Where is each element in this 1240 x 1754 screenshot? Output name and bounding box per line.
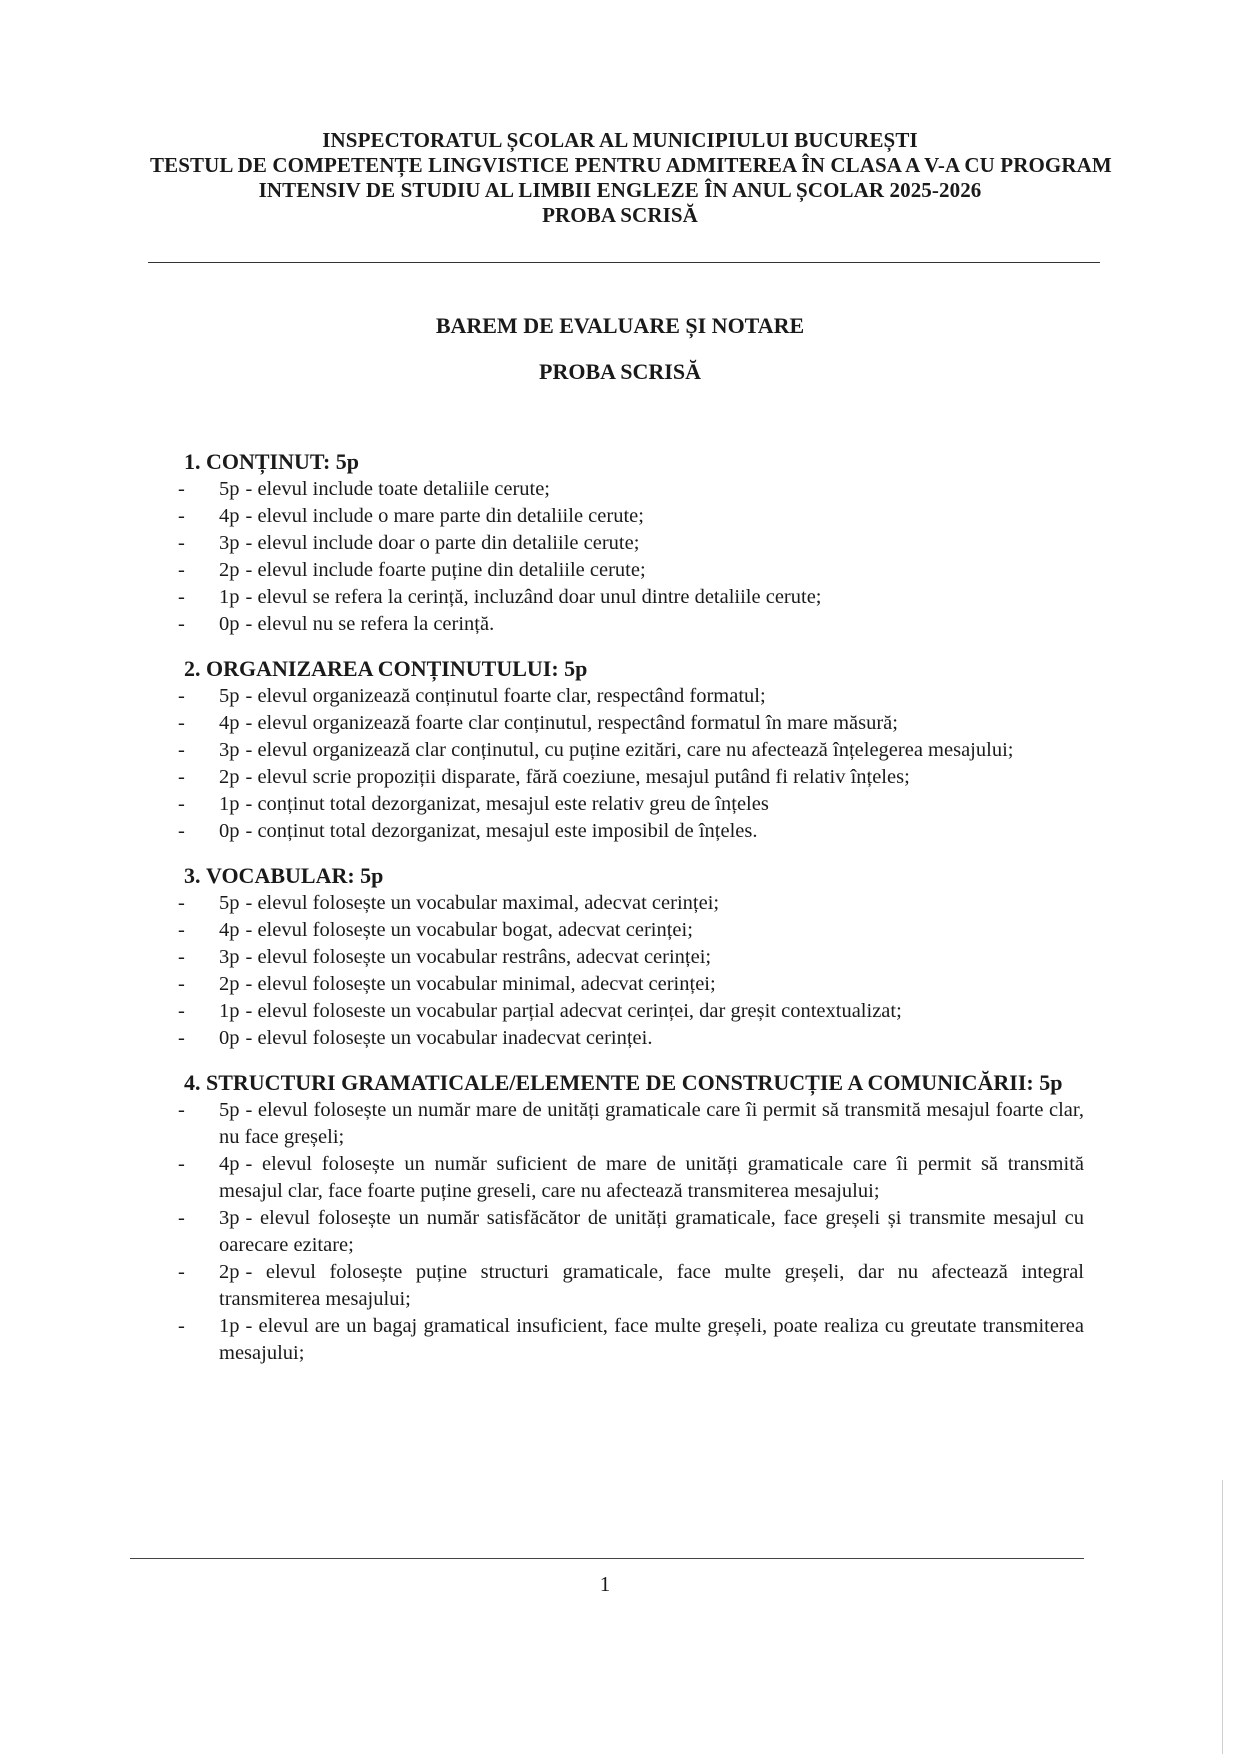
item-score: 1p	[219, 793, 240, 815]
criteria-item	[170, 944, 1090, 971]
item-text: - elevul folosește un număr mare de unități gramaticale care îi permit să transmită mesajul foarte clar, nu face greșeli;	[219, 1099, 1084, 1148]
item-text: - elevul folosește puține structuri gramaticale, face multe greșeli, dar nu afectează integral transmiterea mesajului;	[219, 1261, 1084, 1310]
header-line-2: TESTUL DE COMPETENȚE LINGVISTICE PENTRU ADMITEREA ÎN CLASA A V-A CU PROGRAM	[150, 153, 1112, 177]
bullet-dash: -	[178, 892, 185, 914]
item-score: 2p	[219, 559, 240, 581]
criteria-list	[170, 683, 1090, 845]
bullet-dash: -	[178, 973, 185, 995]
section-number: 3.	[184, 863, 201, 888]
item-text: - elevul foloseste un vocabular parțial adecvat cerinței, dar greșit contextualizat;	[245, 1000, 902, 1022]
item-text: - conținut total dezorganizat, mesajul este imposibil de înțeles.	[245, 820, 758, 842]
item-score: 1p	[219, 586, 240, 608]
bullet-dash: -	[178, 820, 185, 842]
bullet-dash: -	[178, 793, 185, 815]
item-text: - elevul include o mare parte din detaliile cerute;	[245, 505, 644, 527]
item-text: - elevul scrie propoziții disparate, fără coeziune, mesajul putând fi relativ înțeles;	[245, 766, 910, 788]
item-score: 4p	[219, 712, 240, 734]
bullet-dash: -	[178, 685, 185, 707]
item-score: 0p	[219, 613, 240, 635]
item-text: - elevul are un bagaj gramatical insuficient, face multe greșeli, poate realiza cu greutate transmiterea mesajului;	[219, 1315, 1084, 1364]
bullet-dash: -	[178, 946, 185, 968]
section-title-text: CONȚINUT: 5p	[206, 449, 360, 474]
criteria-item	[170, 530, 1090, 557]
bullet-dash: -	[178, 559, 185, 581]
item-text: - conținut total dezorganizat, mesajul este relativ greu de înțeles	[245, 793, 769, 815]
criteria-item	[170, 1313, 1090, 1367]
bullet-dash: -	[178, 1099, 185, 1121]
criteria-list	[170, 1097, 1090, 1367]
item-text: - elevul se refera la cerință, incluzând doar unul dintre detaliile cerute;	[245, 586, 822, 608]
header-line-4: PROBA SCRISĂ	[542, 203, 698, 227]
criteria-item	[170, 764, 1090, 791]
criteria-item	[170, 1151, 1090, 1205]
criteria-item	[170, 710, 1090, 737]
item-text: - elevul organizează conținutul foarte clar, respectând formatul;	[245, 685, 766, 707]
criteria-item	[170, 611, 1090, 638]
section-title	[170, 862, 1090, 890]
page-subtitle: PROBA SCRISĂ	[539, 359, 701, 384]
criteria-item	[170, 890, 1090, 917]
item-score: 0p	[219, 1027, 240, 1049]
item-score: 2p	[219, 766, 240, 788]
item-score: 5p	[219, 892, 240, 914]
page-title: BAREM DE EVALUARE ȘI NOTARE	[435, 313, 805, 338]
item-score: 2p	[219, 1261, 240, 1283]
bullet-dash: -	[178, 1315, 185, 1337]
scan-edge-line	[1222, 1480, 1223, 1754]
criteria-item	[170, 557, 1090, 584]
criteria-item	[170, 476, 1090, 503]
item-text: - elevul include toate detaliile cerute;	[245, 478, 551, 500]
bullet-dash: -	[178, 1261, 185, 1283]
item-text: - elevul folosește un număr suficient de mare de unități gramaticale care îi permit să transmită mesajul clar, face foarte puține greseli, care nu afectează transmiterea mesajului;	[219, 1153, 1084, 1202]
item-score: 1p	[219, 1315, 240, 1337]
item-text: - elevul include doar o parte din detaliile cerute;	[245, 532, 640, 554]
item-score: 4p	[219, 1153, 240, 1175]
item-text: - elevul folosește un număr satisfăcător de unități gramaticale, face greșeli și transmite mesajul cu oarecare ezitare;	[219, 1207, 1084, 1256]
section-title-text: ORGANIZAREA CONȚINUTULUI: 5p	[206, 656, 588, 681]
bullet-dash: -	[178, 1153, 185, 1175]
bullet-dash: -	[178, 613, 185, 635]
document-titles	[150, 312, 1090, 386]
item-score: 5p	[219, 685, 240, 707]
item-score: 3p	[219, 946, 240, 968]
grading-criteria	[170, 448, 1090, 1384]
item-score: 3p	[219, 739, 240, 761]
section-number: 4.	[184, 1070, 201, 1095]
criteria-item	[170, 998, 1090, 1025]
section-title	[170, 448, 1090, 476]
criteria-item	[170, 1097, 1090, 1151]
item-score: 5p	[219, 478, 240, 500]
header-line-3: INTENSIV DE STUDIU AL LIMBII ENGLEZE ÎN ANUL ȘCOLAR 2025-2026	[258, 178, 982, 202]
item-text: - elevul nu se refera la cerință.	[245, 613, 495, 635]
criteria-section	[170, 1069, 1090, 1367]
item-score: 4p	[219, 505, 240, 527]
criteria-item	[170, 917, 1090, 944]
document-header	[150, 128, 1112, 228]
criteria-section	[170, 655, 1090, 845]
item-text: - elevul folosește un vocabular inadecvat cerinței.	[245, 1027, 653, 1049]
item-score: 3p	[219, 532, 240, 554]
section-number: 1.	[184, 449, 201, 474]
item-text: - elevul folosește un vocabular restrâns, adecvat cerinței;	[245, 946, 712, 968]
footer-divider	[130, 1558, 1084, 1559]
item-score: 5p	[219, 1099, 240, 1121]
bullet-dash: -	[178, 919, 185, 941]
section-title	[170, 1069, 1090, 1097]
section-number: 2.	[184, 656, 201, 681]
item-text: - elevul folosește un vocabular minimal, adecvat cerinței;	[245, 973, 716, 995]
item-text: - elevul include foarte puține din detaliile cerute;	[245, 559, 646, 581]
item-score: 3p	[219, 1207, 240, 1229]
header-divider	[148, 262, 1100, 263]
criteria-item	[170, 1259, 1090, 1313]
item-text: - elevul organizează foarte clar conținutul, respectând formatul în mare măsură;	[245, 712, 898, 734]
item-score: 0p	[219, 820, 240, 842]
criteria-item	[170, 971, 1090, 998]
bullet-dash: -	[178, 766, 185, 788]
criteria-item	[170, 737, 1090, 764]
item-score: 2p	[219, 973, 240, 995]
bullet-dash: -	[178, 586, 185, 608]
criteria-item	[170, 1025, 1090, 1052]
bullet-dash: -	[178, 532, 185, 554]
section-title	[170, 655, 1090, 683]
header-line-1: INSPECTORATUL ȘCOLAR AL MUNICIPIULUI BUCUREȘTI	[322, 128, 918, 152]
criteria-item	[170, 683, 1090, 710]
bullet-dash: -	[178, 739, 185, 761]
criteria-section	[170, 862, 1090, 1052]
item-score: 1p	[219, 1000, 240, 1022]
item-text: - elevul folosește un vocabular bogat, adecvat cerinței;	[245, 919, 693, 941]
bullet-dash: -	[178, 1207, 185, 1229]
bullet-dash: -	[178, 1027, 185, 1049]
criteria-list	[170, 890, 1090, 1052]
criteria-item	[170, 818, 1090, 845]
criteria-item	[170, 584, 1090, 611]
criteria-item	[170, 791, 1090, 818]
bullet-dash: -	[178, 1000, 185, 1022]
bullet-dash: -	[178, 505, 185, 527]
criteria-section	[170, 448, 1090, 638]
bullet-dash: -	[178, 712, 185, 734]
criteria-item	[170, 1205, 1090, 1259]
page-number: 1	[599, 1572, 611, 1596]
bullet-dash: -	[178, 478, 185, 500]
criteria-list	[170, 476, 1090, 638]
item-text: - elevul folosește un vocabular maximal, adecvat cerinței;	[245, 892, 720, 914]
section-title-text: VOCABULAR: 5p	[206, 863, 384, 888]
criteria-item	[170, 503, 1090, 530]
section-title-text: STRUCTURI GRAMATICALE/ELEMENTE DE CONSTRUCȚIE A COMUNICĂRII: 5p	[206, 1070, 1063, 1095]
item-text: - elevul organizează clar conținutul, cu puține ezitări, care nu afectează înțelegerea mesajului;	[245, 739, 1014, 761]
item-score: 4p	[219, 919, 240, 941]
